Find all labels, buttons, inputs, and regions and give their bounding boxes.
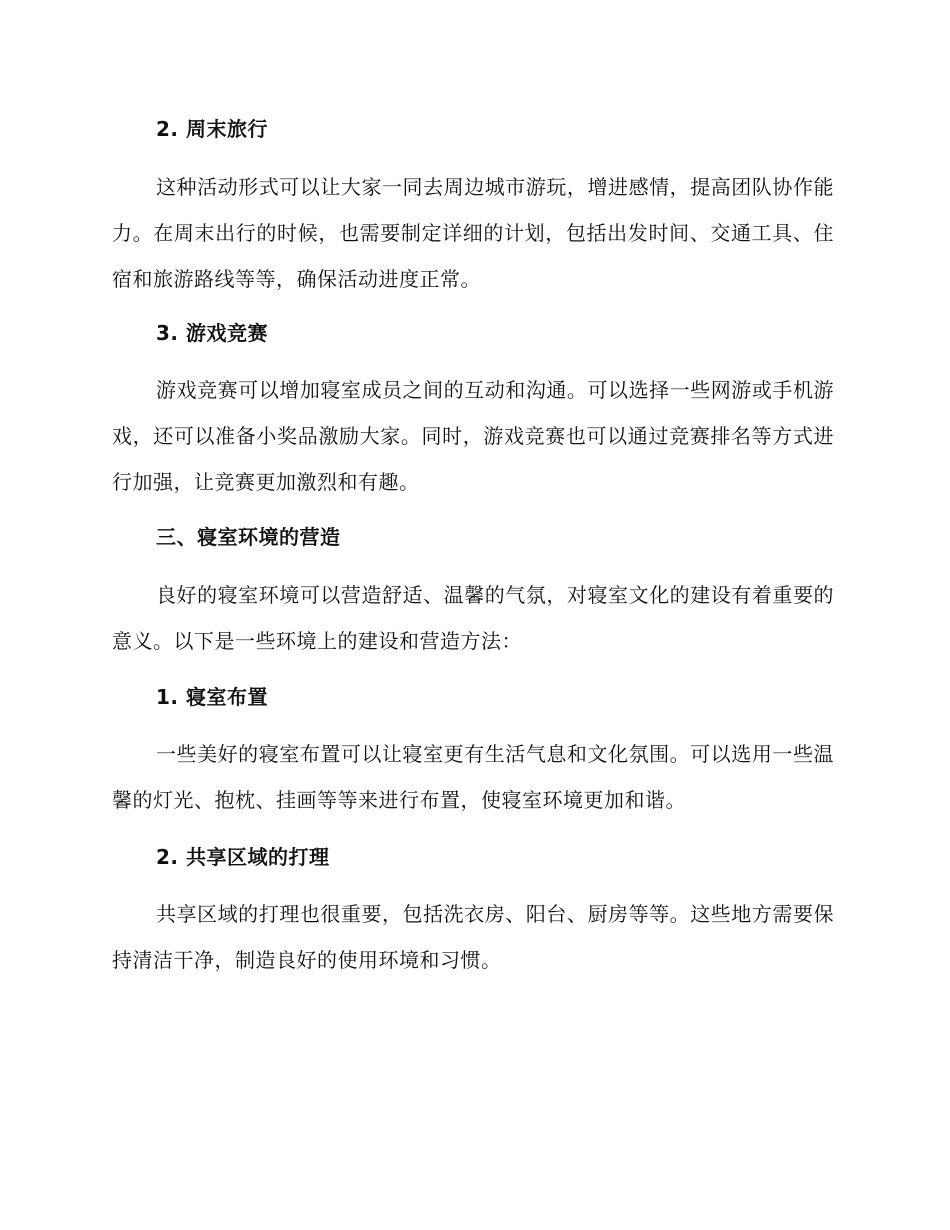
section-heading-shared-area: 2. 共享区域的打理 [156,845,330,869]
paragraph-weekend-trip: 这种活动形式可以让大家一同去周边城市游玩，增进感情，提高团队协作能力。在周末出行的时候，也需要制定详细的计划，包括出发时间、交通工具、住宿和旅游路线等等，确保活动进度正常。 [112,175,834,291]
paragraph-game-contest: 游戏竞赛可以增加寝室成员之间的互动和沟通。可以选择一些网游或手机游戏，还可以准备小奖品激励大家。同时，游戏竞赛也可以通过竞赛排名等方式进行加强，让竞赛更加激烈和有趣。 [112,378,834,494]
paragraph-shared-area: 共享区域的打理也很重要，包括洗衣房、阳台、厨房等等。这些地方需要保持清洁干净，制造良好的使用环境和习惯。 [112,902,834,972]
paragraph-dorm-environment: 良好的寝室环境可以营造舒适、温馨的气氛，对寝室文化的建设有着重要的意义。以下是一些环境上的建设和营造方法： [112,583,834,653]
section-heading-game-contest: 3. 游戏竞赛 [156,321,268,345]
paragraph-dorm-layout: 一些美好的寝室布置可以让寝室更有生活气息和文化氛围。可以选用一些温馨的灯光、抱枕、挂画等等来进行布置，使寝室环境更加和谐。 [112,742,834,812]
section-heading-dorm-layout: 1. 寝室布置 [156,685,268,709]
section-heading-dorm-environment: 三、寝室环境的营造 [156,525,341,549]
section-heading-weekend-trip: 2. 周末旅行 [156,117,268,141]
